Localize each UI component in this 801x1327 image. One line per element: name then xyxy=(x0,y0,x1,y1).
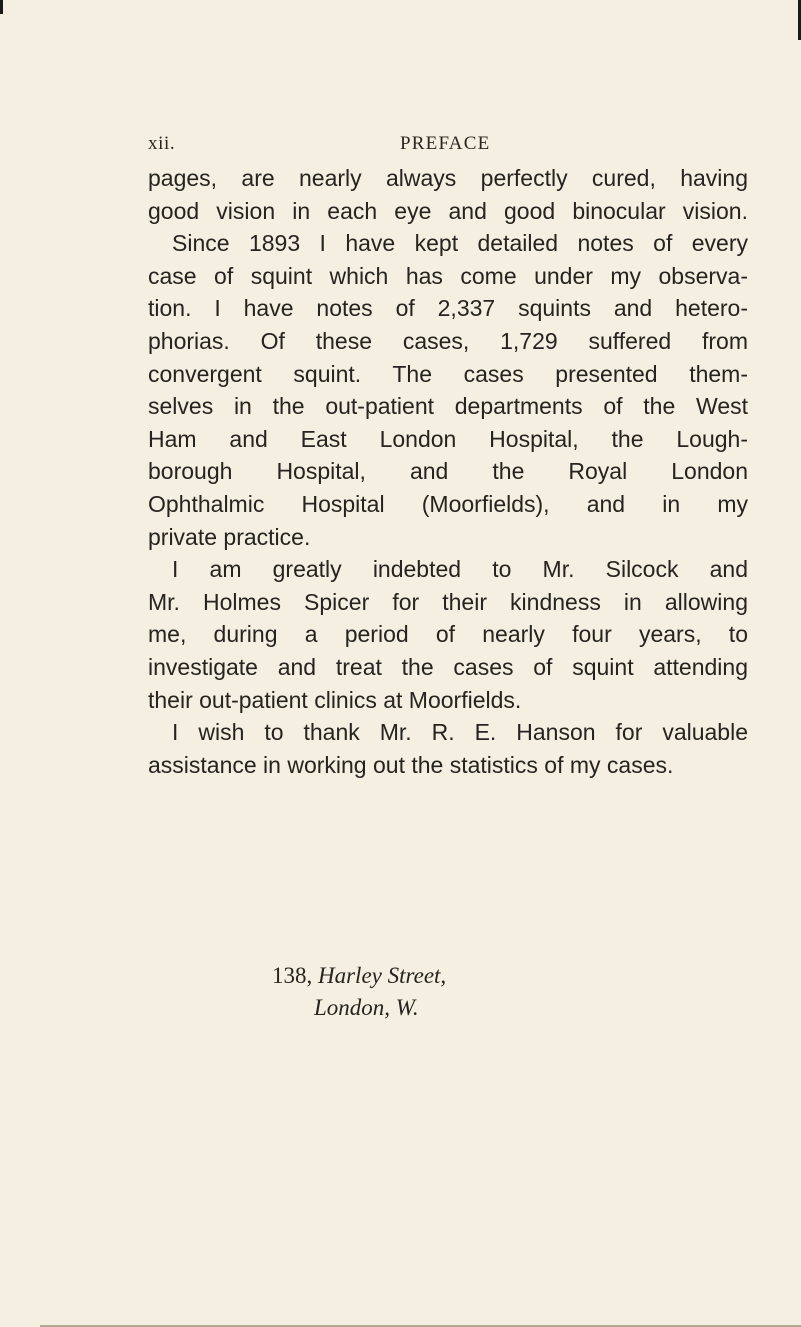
text-line: borough Hospital, and the Royal London xyxy=(148,458,748,485)
text-line: selves in the out-patient departments of the West xyxy=(148,393,748,420)
paragraph-start-line: I am greatly indebted to Mr. Silcock and xyxy=(172,556,748,583)
text-line: phorias. Of these cases, 1,729 suffered from xyxy=(148,327,748,354)
running-head xyxy=(148,133,508,163)
text-line: investigate and treat the cases of squint attending xyxy=(148,653,748,680)
text-line: good vision in each eye and good binocular vision. xyxy=(148,197,748,224)
address-line-city xyxy=(272,992,446,1024)
text-line: tion. I have notes of 2,337 squints and hetero- xyxy=(148,295,748,322)
text-line: Ham and East London Hospital, the Lough- xyxy=(148,425,748,452)
text-line: Mr. Holmes Spicer for their kindness in allowing xyxy=(148,588,748,615)
street-name: Harley Street, xyxy=(318,963,447,988)
paragraph-end-line: private practice. xyxy=(148,523,311,550)
paragraph-end-line: assistance in working out the statistics of my cases. xyxy=(148,751,674,778)
text-line: pages, are nearly always perfectly cured, having xyxy=(148,165,748,191)
postal-district: W. xyxy=(395,995,419,1020)
street-number: 138, xyxy=(272,963,313,988)
address-signature xyxy=(272,960,446,1024)
paragraph-start-line: Since 1893 I have kept detailed notes of every xyxy=(172,230,748,257)
page-title: PREFACE xyxy=(400,133,491,154)
address-line-street xyxy=(272,960,446,992)
text-line: me, during a period of nearly four years, to xyxy=(148,621,748,648)
preface-body xyxy=(148,162,748,781)
page-number: xii. xyxy=(148,133,176,154)
text-line: Ophthalmic Hospital (Moorfields), and in my xyxy=(148,490,748,517)
text-line: case of squint which has come under my observa- xyxy=(148,262,748,289)
page-edge-left xyxy=(0,0,3,14)
city-name: London, xyxy=(314,995,391,1020)
paragraph-start-line: I wish to thank Mr. R. E. Hanson for valuable xyxy=(172,719,748,746)
text-line: convergent squint. The cases presented them- xyxy=(148,360,748,387)
paragraph-end-line: their out-patient clinics at Moorfields. xyxy=(148,686,522,713)
